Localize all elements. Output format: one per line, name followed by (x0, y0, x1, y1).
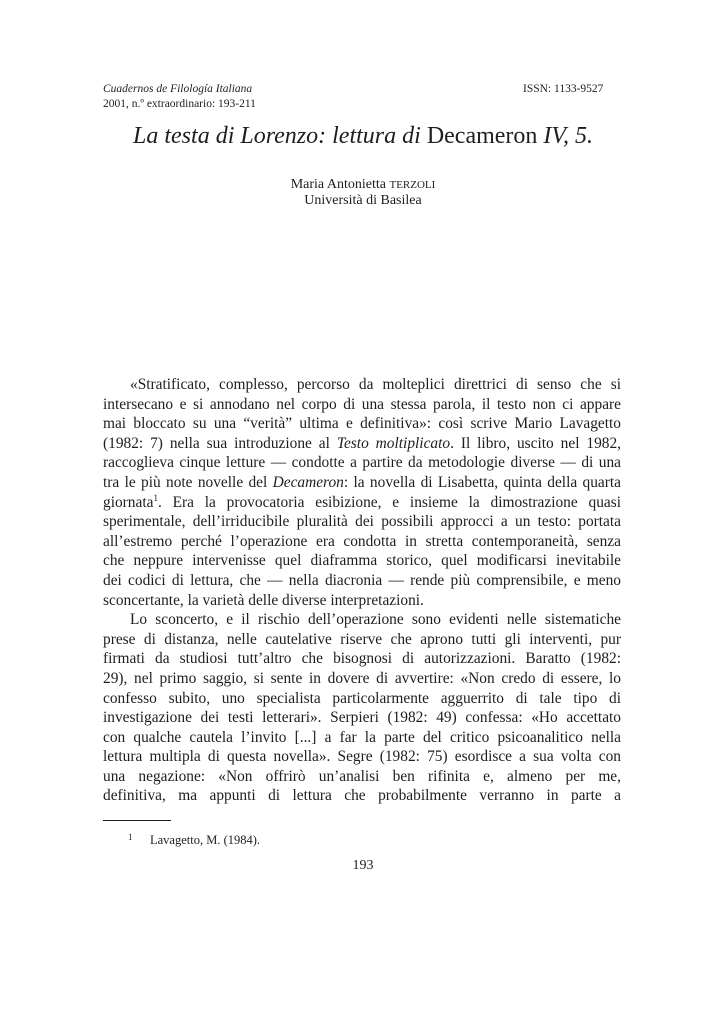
text-segment: giornata (103, 493, 154, 511)
text-line: intersecano e si annodano nel corpo di una stessa parola, il testo non ci appare (103, 395, 621, 413)
text-line: prese di distanza, nelle cautelative riserve che aprono tutti gli interventi, pur (103, 630, 621, 648)
text-line: con qualche cautela l’invito [...] a far la parte del critico psicoanalitico nella (103, 728, 621, 746)
page-number: 193 (352, 858, 374, 873)
text-segment: tra le più note novelle del (103, 473, 268, 491)
text-line: investigazione dei testi letterari». Serpieri (1982: 49) confessa: «Ho accettato (103, 709, 621, 727)
title-part-3: IV, 5. (543, 123, 593, 149)
footnote-marker[interactable]: 1 (153, 492, 158, 503)
text-line: lettura multipla di questa novella». Segre (1982: 75) esordisce a sua volta con (103, 748, 621, 766)
text-line: mai bloccato su una “verità” ultima e definitiva»: così scrive Mario Lavagetto (103, 415, 621, 433)
affiliation: Università di Basilea (304, 193, 422, 208)
footnote-number: 1 (128, 832, 133, 842)
author-name (0, 177, 726, 193)
article-body (103, 375, 621, 806)
text-line: 29), nel primo saggio, si sente in dovere di avvertire: «Non credo di essere, lo (103, 669, 621, 687)
text-line: sconcertante, la varietà delle diverse interpretazioni. (103, 591, 424, 609)
italic-title: Testo moltiplicato (336, 434, 451, 452)
title-part-1: La testa di Lorenzo: lettura di (133, 123, 421, 149)
issue-info: 2001, n.º extraordinario: 193-211 (103, 98, 256, 110)
text-line: dei codici di lettura, che — nella diacronia — rende più comprensibile, e meno (103, 571, 621, 589)
text-line: confesso subito, uno specialista particolarmente agguerrito di tale tipo di (103, 689, 621, 707)
italic-title: Decameron (272, 473, 344, 491)
text-line: sperimentale, dell’irriducibile pluralità dei possibili approcci a un testo: portata (103, 513, 621, 531)
text-line: firmati da studiosi tutt’altro che bisognosi di autorizzazioni. Baratto (1982: (103, 650, 621, 668)
text-segment: . Il libro, uscito nel 1982, (450, 434, 622, 452)
author-first-name: Maria Antonietta (290, 177, 386, 192)
text-line (103, 493, 621, 513)
text-segment: . Era la provocatoria esibizione, e insieme la dimostrazione quasi (157, 493, 621, 511)
paragraph-2 (103, 610, 621, 806)
footnote (128, 829, 260, 848)
paragraph-1 (103, 375, 621, 610)
text-segment: (1982: 7) nella sua introduzione al (103, 434, 330, 452)
text-line: Lo sconcerto, e il rischio dell’operazione sono evidenti nelle sistematiche (130, 611, 621, 629)
issn: ISSN: 1133-9527 (523, 83, 604, 95)
text-line (103, 434, 621, 454)
text-line: «Stratificato, complesso, percorso da molteplici direttrici di senso che si (130, 376, 621, 393)
text-line: che neppure intervenisse quel diaframma storico, quel modificarsi inevitabile (103, 552, 621, 570)
text-line: raccoglieva cinque letture — condotte a partire da metodologie diverse — di una (103, 454, 621, 472)
journal-name: Cuadernos de Filología Italiana (103, 83, 253, 95)
text-line (103, 473, 621, 493)
text-line: una negazione: «Non offrirò un’analisi ben rifinita e, almeno per me, (103, 767, 621, 785)
footnote-divider (103, 820, 171, 821)
article-title (0, 121, 726, 151)
text-line: definitiva, ma appunti di lettura che probabilmente verranno in parte a (103, 787, 621, 805)
text-segment: : la novella di Lisabetta, quinta della quarta (343, 473, 621, 491)
running-header (103, 82, 256, 112)
text-line: all’estremo perché l’operazione era condotta in stretta contemporaneità, senza (103, 532, 621, 550)
footnote-text: Lavagetto, M. (1984). (150, 833, 261, 847)
title-work: Decameron (426, 123, 538, 149)
author-last-name: TERZOLI (389, 179, 436, 191)
